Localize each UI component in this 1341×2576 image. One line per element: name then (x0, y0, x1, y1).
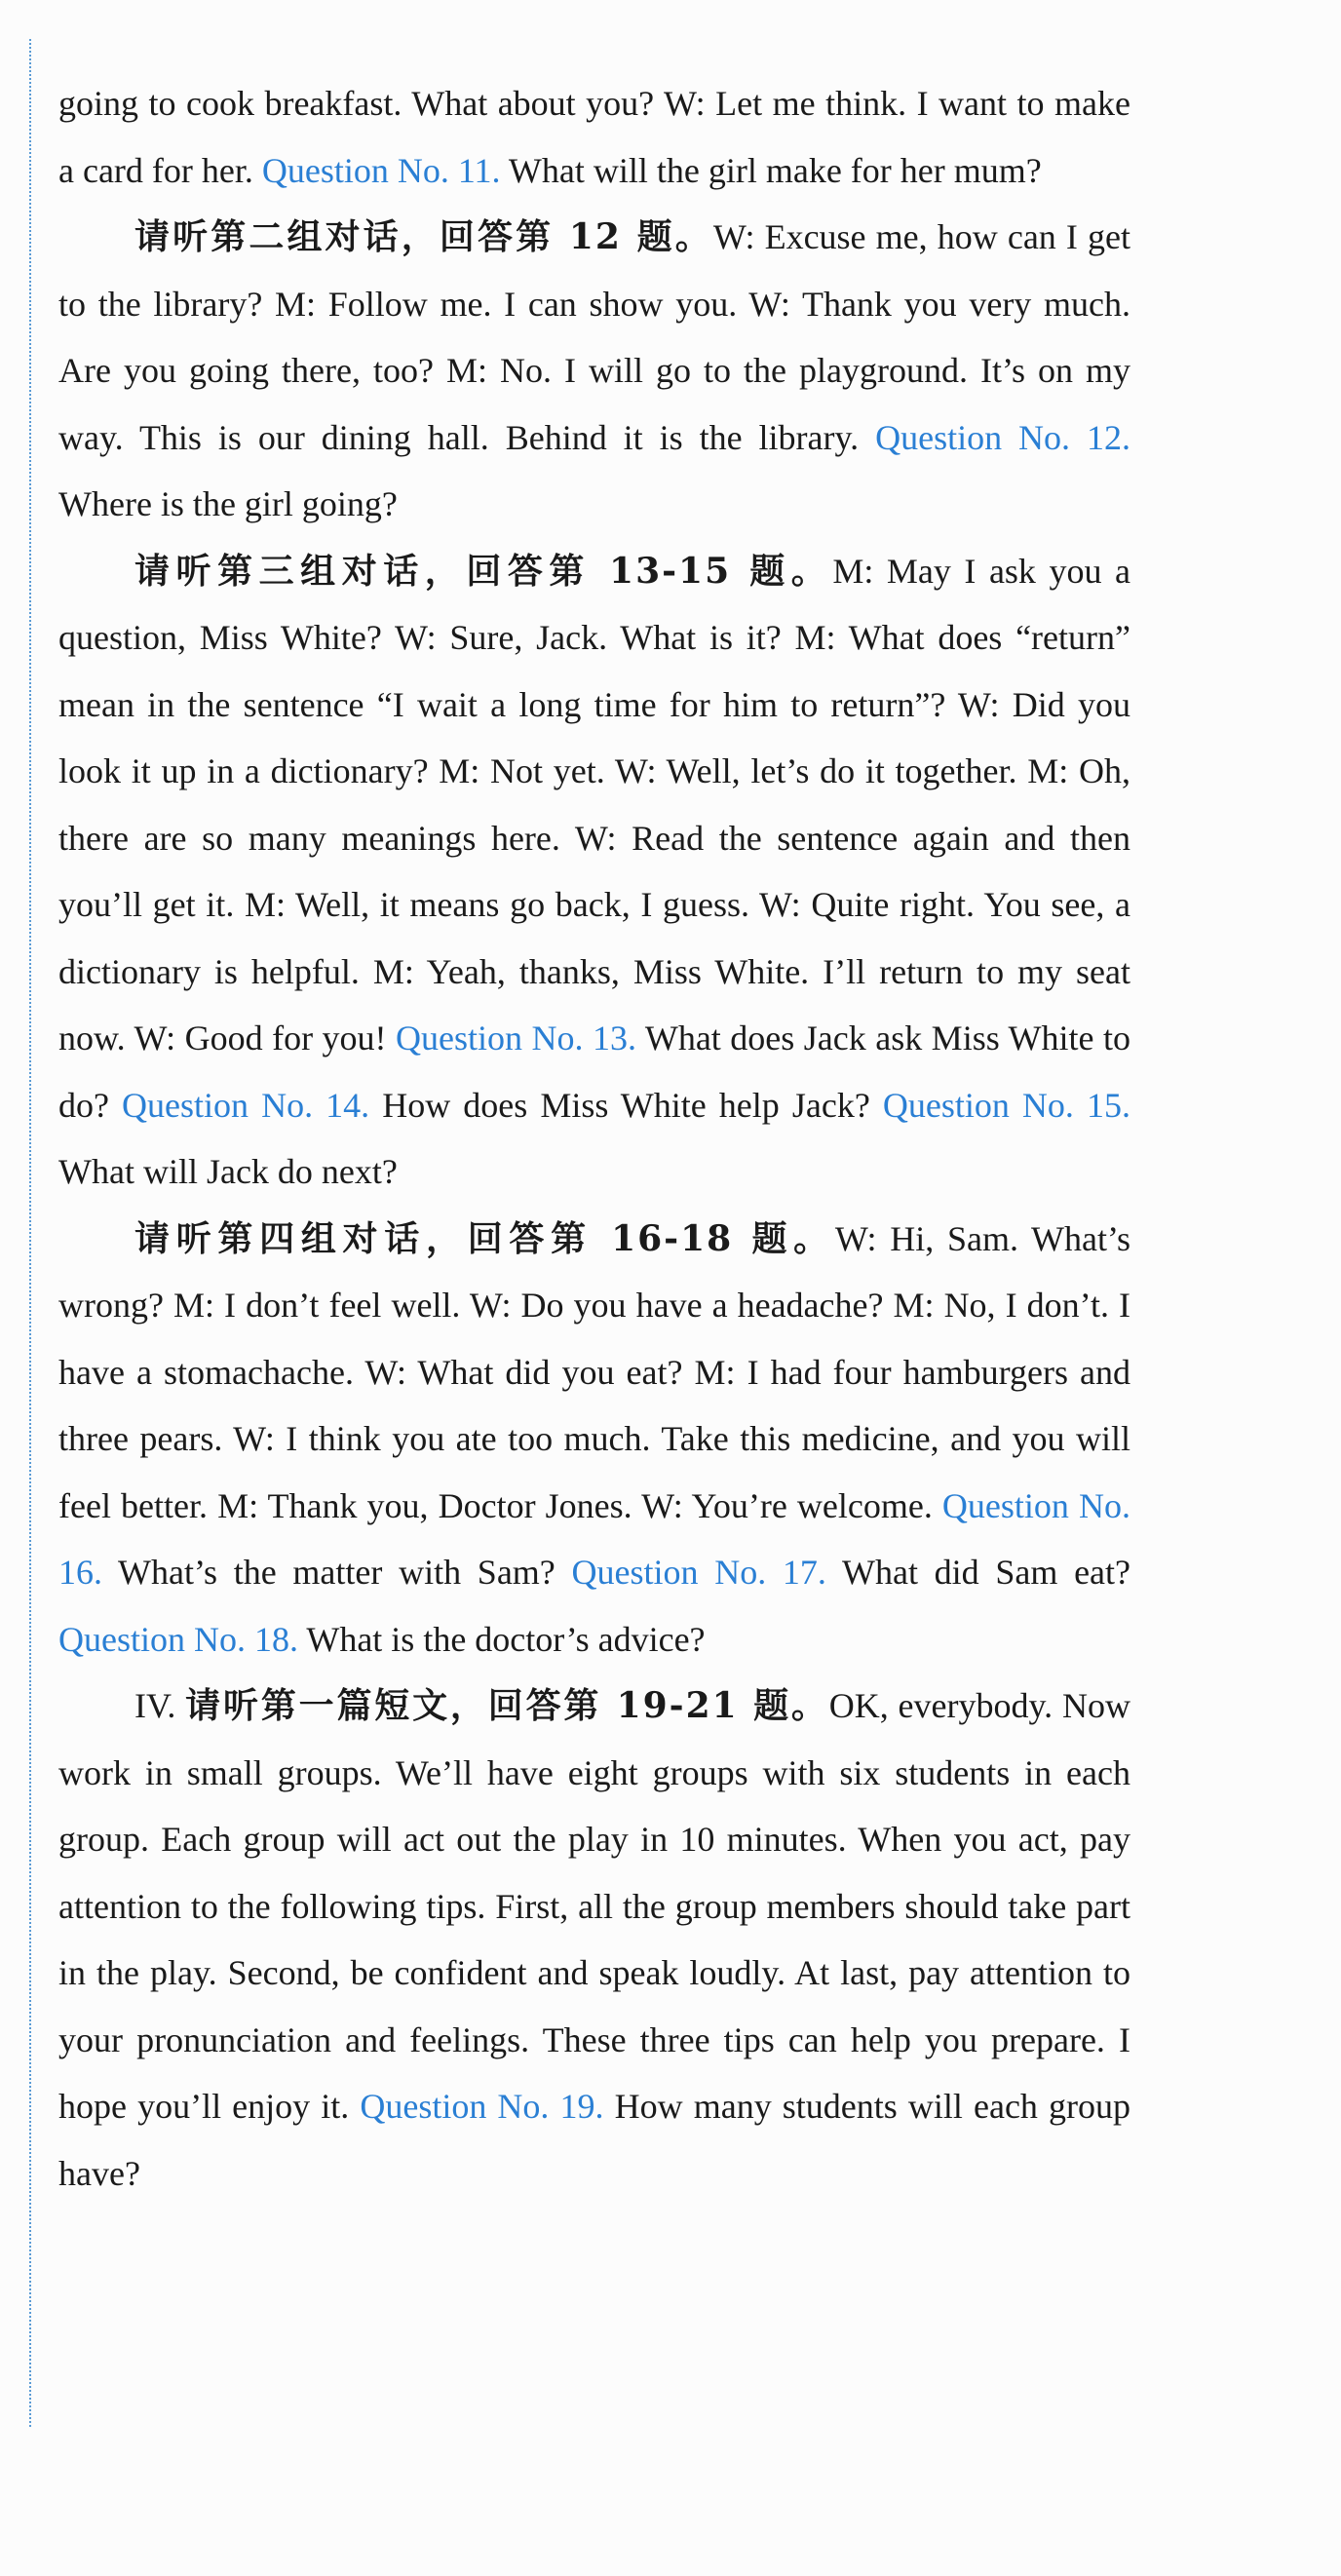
question-number-label: Question No. 12. (875, 417, 1130, 457)
transcript-text: M: May I ask you a question, Miss White? W: Sure, Jack. What is it? M: What does “return” mean in the sentence “I wait a long time for him to return”? W: Did you look it up in a dictionary? M: Not yet. W: Well, let’s do it together. M: Oh, there are so many meanings here. W: Read the sentence again and then you’ll get it. M: Well, it means go back, I guess. W: Quite right. You see, a dictionary is helpful. M: Yeah, thanks, Miss White. I’ll return to my seat now. W: Good for you! (58, 551, 1130, 1057)
transcript-text: How many students will each group have? (58, 2087, 1130, 2193)
question-number-label: Question No. 11. (261, 150, 501, 190)
paragraph (58, 538, 1130, 1206)
transcript-text: What is the doctor’s advice? (298, 1619, 706, 1659)
paragraph (58, 204, 1130, 538)
transcript-text: What’s the matter with Sam? (102, 1553, 572, 1592)
transcript-text: What does Jack ask Miss White to do? (58, 1019, 1130, 1125)
margin-dotted-line (29, 39, 31, 2427)
transcript-text: What will the girl make for her mum? (500, 150, 1042, 190)
question-number-label: Question No. 17. (571, 1553, 826, 1592)
question-number-label: Question No. 13. (396, 1019, 637, 1057)
question-number-label: Question No. 15. (882, 1085, 1130, 1125)
transcript-text: Where is the girl going? (58, 484, 398, 523)
transcript-text: What did Sam eat? (825, 1553, 1131, 1592)
listening-script-text (58, 70, 1130, 2207)
question-number-label: Question No. 18. (58, 1619, 298, 1659)
section-instruction: 请听第二组对话，回答第 12 题。 (134, 216, 713, 257)
transcript-text: What will Jack do next? (58, 1152, 398, 1191)
paragraph (58, 1206, 1130, 1673)
question-number-label: Question No. 19. (360, 2087, 604, 2126)
transcript-text: going to cook breakfast. What about you? W: Let me think. I want to make a card for her. (58, 84, 1130, 190)
transcript-text: OK, everybody. Now work in small groups. We’ll have eight groups with six students in each group. Each group will act out the play in 10 minutes. When you act, pay attention to the following tips. First, all the group members should take part in the play. Second, be confident and speak loudly. At last, pay attention to your pronunciation and feelings. These three tips can help you prepare. I hope you’ll enjoy it. (58, 1686, 1130, 2126)
transcript-text: How does Miss White help Jack? (369, 1085, 883, 1125)
section-instruction: 请听第四组对话，回答第 16-18 题。 (134, 1217, 835, 1259)
section-instruction: 请听第一篇短文，回答第 19-21 题。 (185, 1685, 829, 1726)
question-number-label: Question No. 16. (58, 1485, 1130, 1592)
transcript-text: IV. (134, 1686, 186, 1725)
question-number-label: Question No. 14. (122, 1085, 370, 1125)
section-instruction: 请听第三组对话，回答第 13-15 题。 (134, 550, 833, 592)
transcript-text: W: Excuse me, how can I get to the library? M: Follow me. I can show you. W: Thank you very much. Are you going there, too? M: No. I will go to the playground. It’s on my way. This is our dining hall. Behind it is the library. (58, 217, 1130, 457)
transcript-text: W: Hi, Sam. What’s wrong? M: I don’t feel well. W: Do you have a headache? M: No, I don’t. I have a stomachache. W: What did you eat? M: I had four hamburgers and three pears. W: I think you ate too much. Take this medicine, and you will feel better. M: Thank you, Doctor Jones. W: You’re welcome. (58, 1218, 1130, 1525)
paragraph (58, 1672, 1130, 2207)
paragraph (58, 70, 1130, 204)
